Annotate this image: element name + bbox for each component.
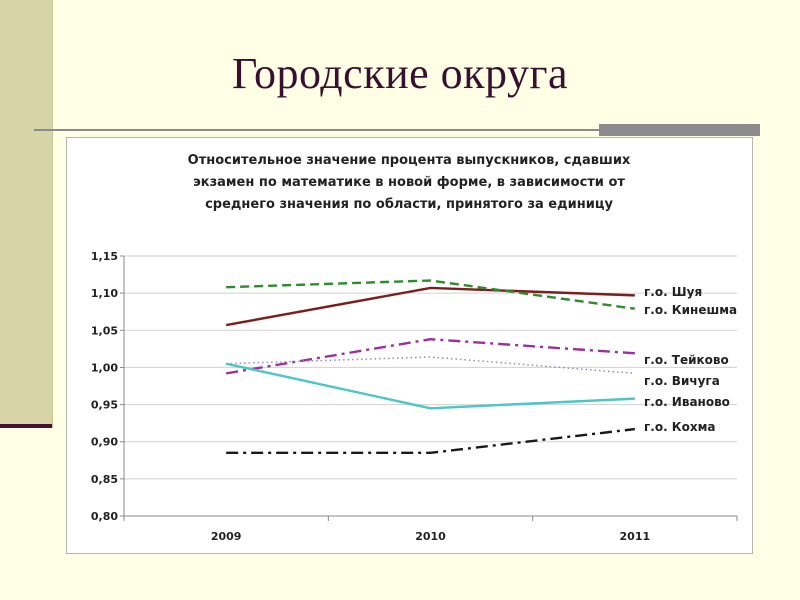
chart-title-line: среднего значения по области, принятого за единицу bbox=[205, 197, 613, 212]
chart-title-line: экзамен по математике в новой форме, в зависимости от bbox=[193, 175, 625, 190]
y-tick-label: 1,15 bbox=[90, 250, 118, 263]
series-line-4 bbox=[226, 364, 635, 409]
x-tick-label: 2009 bbox=[210, 530, 242, 543]
y-tick-label: 1,00 bbox=[90, 361, 118, 375]
y-tick-label: 1,10 bbox=[90, 287, 118, 301]
y-tick-label: 0,90 bbox=[90, 435, 118, 449]
chart-panel bbox=[66, 137, 753, 554]
x-axis bbox=[124, 516, 737, 543]
y-axis bbox=[91, 250, 124, 523]
y-tick-label: 1,05 bbox=[90, 324, 118, 338]
x-tick-label: 2010 bbox=[415, 530, 446, 543]
y-tick-label: 0,95 bbox=[90, 398, 118, 412]
slide-title: Городские округа bbox=[231, 49, 569, 98]
y-tick-label: 0,80 bbox=[90, 510, 118, 523]
series-label: г.о. Шуя bbox=[644, 285, 703, 299]
left-decor-line bbox=[0, 424, 52, 428]
line-chart bbox=[67, 138, 752, 553]
chart-title-line: Относительное значение процента выпускников, сдавших bbox=[187, 153, 631, 168]
chart-series bbox=[226, 281, 635, 453]
series-label: г.о. Тейково bbox=[644, 353, 729, 367]
y-tick-label: 0,85 bbox=[90, 472, 118, 486]
series-label: г.о. Иваново bbox=[644, 395, 730, 409]
series-label: г.о. Кохма bbox=[644, 420, 716, 434]
corner-decor-block bbox=[599, 124, 760, 136]
chart-title bbox=[188, 153, 631, 212]
series-label: г.о. Кинешма bbox=[644, 303, 738, 317]
series-line-1 bbox=[226, 281, 635, 309]
x-tick-label: 2011 bbox=[619, 530, 651, 543]
series-label: г.о. Вичуга bbox=[644, 374, 720, 388]
series-line-3 bbox=[226, 357, 635, 373]
series-line-5 bbox=[226, 429, 635, 453]
series-labels bbox=[644, 285, 737, 434]
